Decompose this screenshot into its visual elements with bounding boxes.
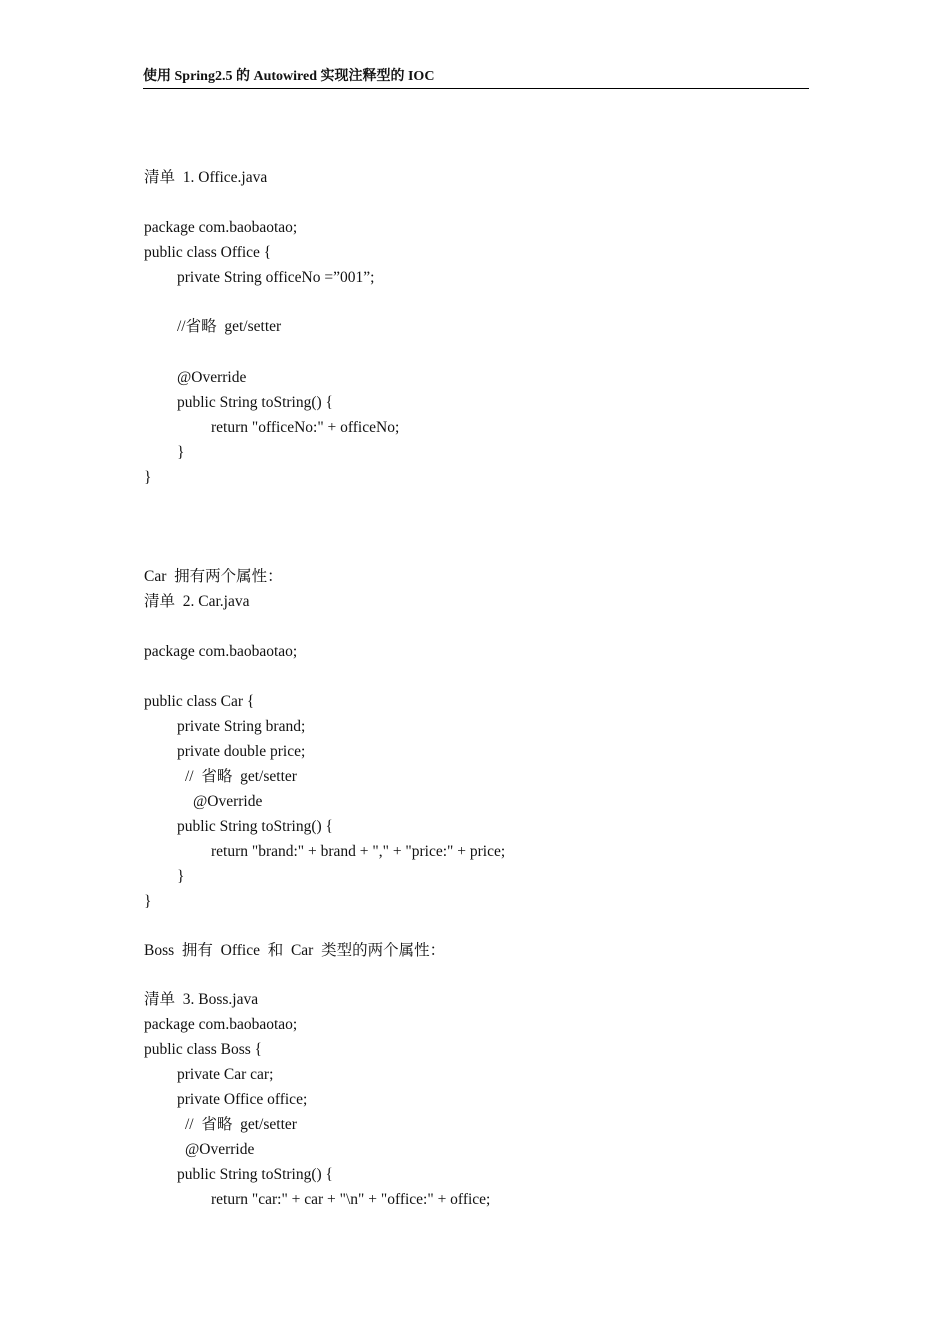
code-line: public class Car {	[144, 693, 255, 710]
code-line: package com.baobaotao;	[144, 219, 298, 236]
code-line: return "officeNo:" + officeNo;	[211, 419, 400, 436]
code-line: }	[177, 868, 185, 885]
code-line: private Car car;	[177, 1066, 274, 1083]
code-line: }	[144, 469, 152, 486]
listing-3-caption: 清单 3. Boss.java	[144, 991, 259, 1008]
code-comment: // 省略 get/setter	[185, 1116, 297, 1133]
page-header	[143, 68, 809, 89]
code-line: }	[144, 893, 152, 910]
code-line: }	[177, 444, 185, 461]
paragraph-text: Boss 拥有 Office 和 Car 类型的两个属性：	[144, 942, 446, 959]
code-line: private String officeNo =”001”;	[177, 269, 375, 286]
code-line: private String brand;	[177, 718, 306, 735]
paragraph-text: Car 拥有两个属性：	[144, 568, 283, 585]
header-title: 使用 Spring2.5 的 Autowired 实现注释型的 IOC	[143, 69, 435, 84]
code-line: public String toString() {	[177, 818, 333, 835]
listing-2-caption: 清单 2. Car.java	[144, 593, 250, 610]
code-line: private Office office;	[177, 1091, 308, 1108]
code-line: public class Boss {	[144, 1041, 263, 1058]
code-comment: //省略 get/setter	[177, 318, 282, 335]
code-comment: // 省略 get/setter	[185, 768, 297, 785]
code-line: public String toString() {	[177, 1166, 333, 1183]
code-line: package com.baobaotao;	[144, 643, 298, 660]
code-line: private double price;	[177, 743, 306, 760]
code-line: package com.baobaotao;	[144, 1016, 298, 1033]
code-line: return "brand:" + brand + "," + "price:" + price;	[211, 843, 506, 860]
code-line: public String toString() {	[177, 394, 333, 411]
code-line: return "car:" + car + "\n" + "office:" + office;	[211, 1191, 491, 1208]
code-annotation: @Override	[185, 1141, 255, 1158]
code-line: public class Office {	[144, 244, 272, 261]
code-annotation: @Override	[193, 793, 263, 810]
listing-1-caption: 清单 1. Office.java	[144, 169, 268, 186]
code-annotation: @Override	[177, 369, 247, 386]
